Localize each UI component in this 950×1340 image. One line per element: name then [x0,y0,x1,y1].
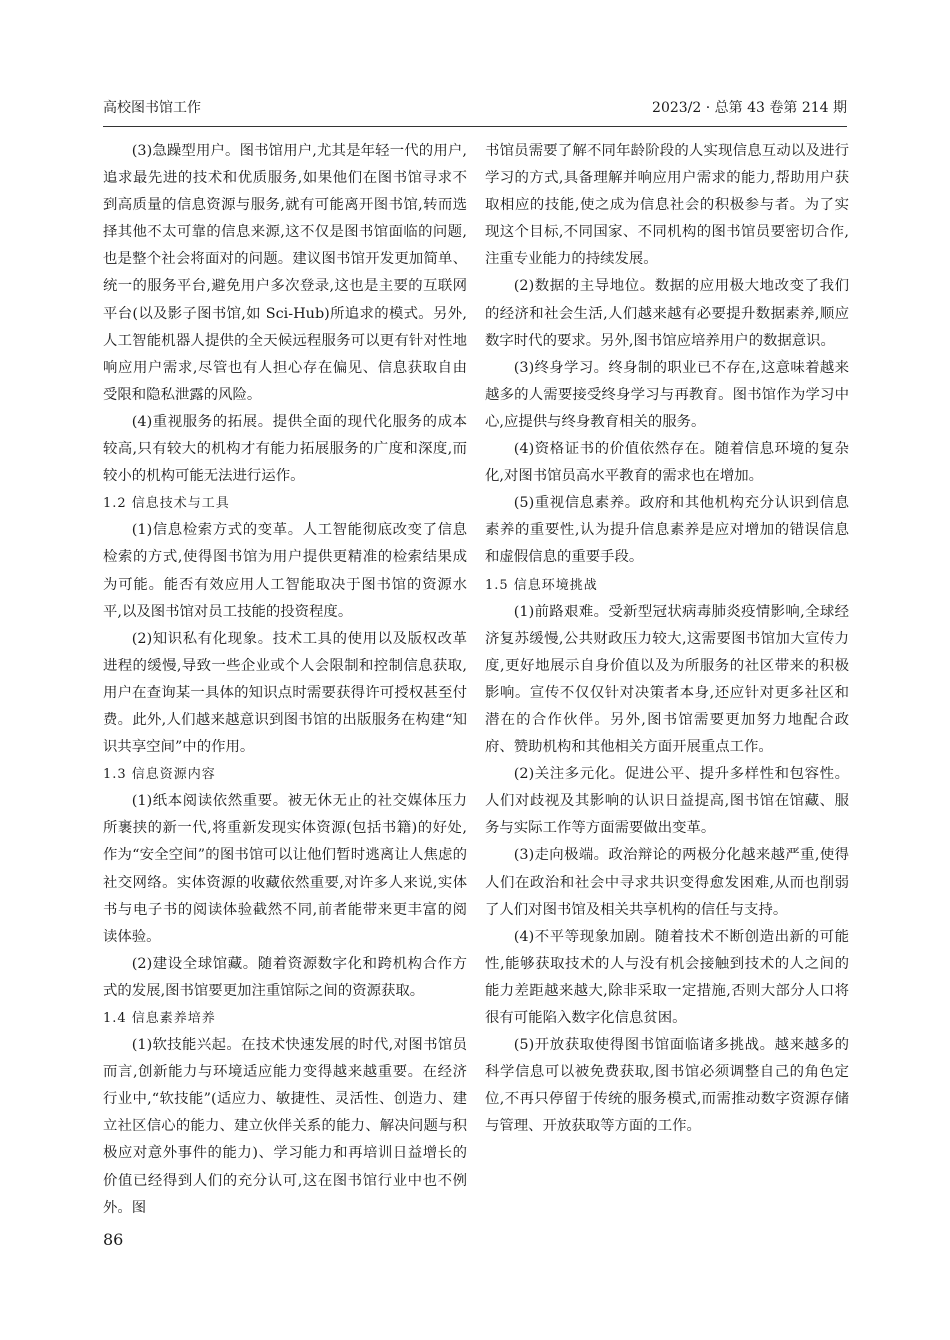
section-heading: 1.5 信息环境挑战 [485,577,598,593]
section-heading: 1.3 信息资源内容 [103,767,216,783]
right-column [485,138,849,1140]
paragraph: (3)急躁型用户。图书馆用户,尤其是年轻一代的用户,追求最先进的技术和优质服务,如果他们在图书馆寻求不到高质量的信息资源与服务,就有可能离开图书馆,转而选择其他不太可靠的信息来源,这不仅是图书馆面临的问题,也是整个社会将面对的问题。建议图书馆开发更加简单、统一的服务平台,避免用户多次登录,这也是主要的互联网平台(以及影子图书馆,如 Sci-Hub)所追求的模式。另外,人工智能机器人提供的全天候远程服务可以更有针对性地响应用户需求,尽管也有人担心存在偏见、信息获取自由受限和隐私泄露的风险。 [103,143,467,403]
paragraph: (4)重视服务的拓展。提供全面的现代化服务的成本较高,只有较大的机构才有能力拓展服务的广度和深度,而较小的机构可能无法进行运作。 [103,413,467,485]
paragraph: (1)前路艰难。受新型冠状病毒肺炎疫情影响,全球经济复苏缓慢,公共财政压力较大,这需要图书馆加大宣传力度,更好地展示自身价值以及为所服务的社区带来的积极影响。宣传不仅仅针对决策者本身,还应针对更多社区和潜在的合作伙伴。另外,图书馆需要更加努力地配合政府、赞助机构和其他相关方面开展重点工作。 [485,603,849,756]
paragraph: (1)纸本阅读依然重要。被无休无止的社交媒体压力所裹挟的新一代,将重新发现实体资源(包括书籍)的好处,作为“安全空间”的图书馆可以让他们暂时逃离让人焦虑的社交网络。实体资源的收藏依然重要,对许多人来说,实体书与电子书的阅读体验截然不同,前者能带来更丰富的阅读体验。 [103,793,467,945]
paragraph: (2)数据的主导地位。数据的应用极大地改变了我们的经济和社会生活,人们越来越有必要提升数据素养,顺应数字时代的要求。另外,图书馆应培养用户的数据意识。 [485,278,849,349]
paragraph: (3)终身学习。终身制的职业已不存在,这意味着越来越多的人需要接受终身学习与再教育。图书馆作为学习中心,应提供与终身教育相关的服务。 [485,359,849,430]
paragraph: (1)信息检索方式的变革。人工智能彻底改变了信息检索的方式,使得图书馆为用户提供更精准的检索结果成为可能。能否有效应用人工智能取决于图书馆的资源水平,以及图书馆对员工技能的投资程度。 [103,522,467,620]
paragraph: (2)建设全球馆藏。随着资源数字化和跨机构合作方式的发展,图书馆要更加注重馆际之间的资源获取。 [103,955,467,999]
section-heading: 1.2 信息技术与工具 [103,496,230,512]
paragraph: (4)不平等现象加剧。随着技术不断创造出新的可能性,能够获取技术的人与没有机会接触到技术的人之间的能力差距越来越大,除非采取一定措施,否则大部分人口将很有可能陷入数字化信息贫困。 [485,928,849,1026]
header-rule [103,126,847,127]
running-header-issue: 2023/2 · 总第 43 卷第 214 期 [652,100,847,116]
paragraph: (1)软技能兴起。在技术快速发展的时代,对图书馆员而言,创新能力与环境适应能力变得越来越重要。在经济行业中,“软技能”(适应力、敏捷性、灵活性、创造力、建立社区信心的能力、建立伙伴关系的能力、解决问题与积极应对意外事件的能力)、学习能力和再培训日益增长的价值已经得到人们的充分认可,这在图书馆行业中也不例外。图 [103,1037,467,1216]
paragraph: (2)知识私有化现象。技术工具的使用以及版权改革进程的缓慢,导致一些企业或个人会限制和控制信息获取,用户在查询某一具体的知识点时需要获得许可授权甚至付费。此外,人们越来越意识到图书馆的出版服务在构建“知识共享空间”中的作用。 [103,630,467,756]
paragraph: (3)走向极端。政治辩论的两极分化越来越严重,使得人们在政治和社会中寻求共识变得愈发困难,从而也削弱了人们对图书馆及相关共享机构的信任与支持。 [485,847,849,918]
paragraph: (2)关注多元化。促进公平、提升多样性和包容性。人们对歧视及其影响的认识日益提高,图书馆在馆藏、服务与实际工作等方面需要做出变革。 [485,766,849,837]
paragraph: (5)开放获取使得图书馆面临诸多挑战。越来越多的科学信息可以被免费获取,图书馆必须调整自己的角色定位,不再只停留于传统的服务模式,而需推动数字资源存储与管理、开放获取等方面的工作。 [485,1037,849,1135]
paragraph: (5)重视信息素养。政府和其他机构充分认识到信息素养的重要性,认为提升信息素养是应对增加的错误信息和虚假信息的重要手段。 [485,495,849,566]
running-header-journal: 高校图书馆工作 [103,100,201,116]
paragraph: (4)资格证书的价值依然存在。随着信息环境的复杂化,对图书馆员高水平教育的需求也在增加。 [485,441,849,485]
section-heading: 1.4 信息素养培养 [103,1011,216,1026]
paragraph-continued: 书馆员需要了解不同年龄阶段的人实现信息互动以及进行学习的方式,具备理解并响应用户需求的能力,帮助用户获取相应的技能,使之成为信息社会的积极参与者。为了实现这个目标,不同国家、不同机构的图书馆员要密切合作,注重专业能力的持续发展。 [485,143,849,268]
page-number: 86 [103,1230,124,1249]
left-column [103,138,467,1222]
